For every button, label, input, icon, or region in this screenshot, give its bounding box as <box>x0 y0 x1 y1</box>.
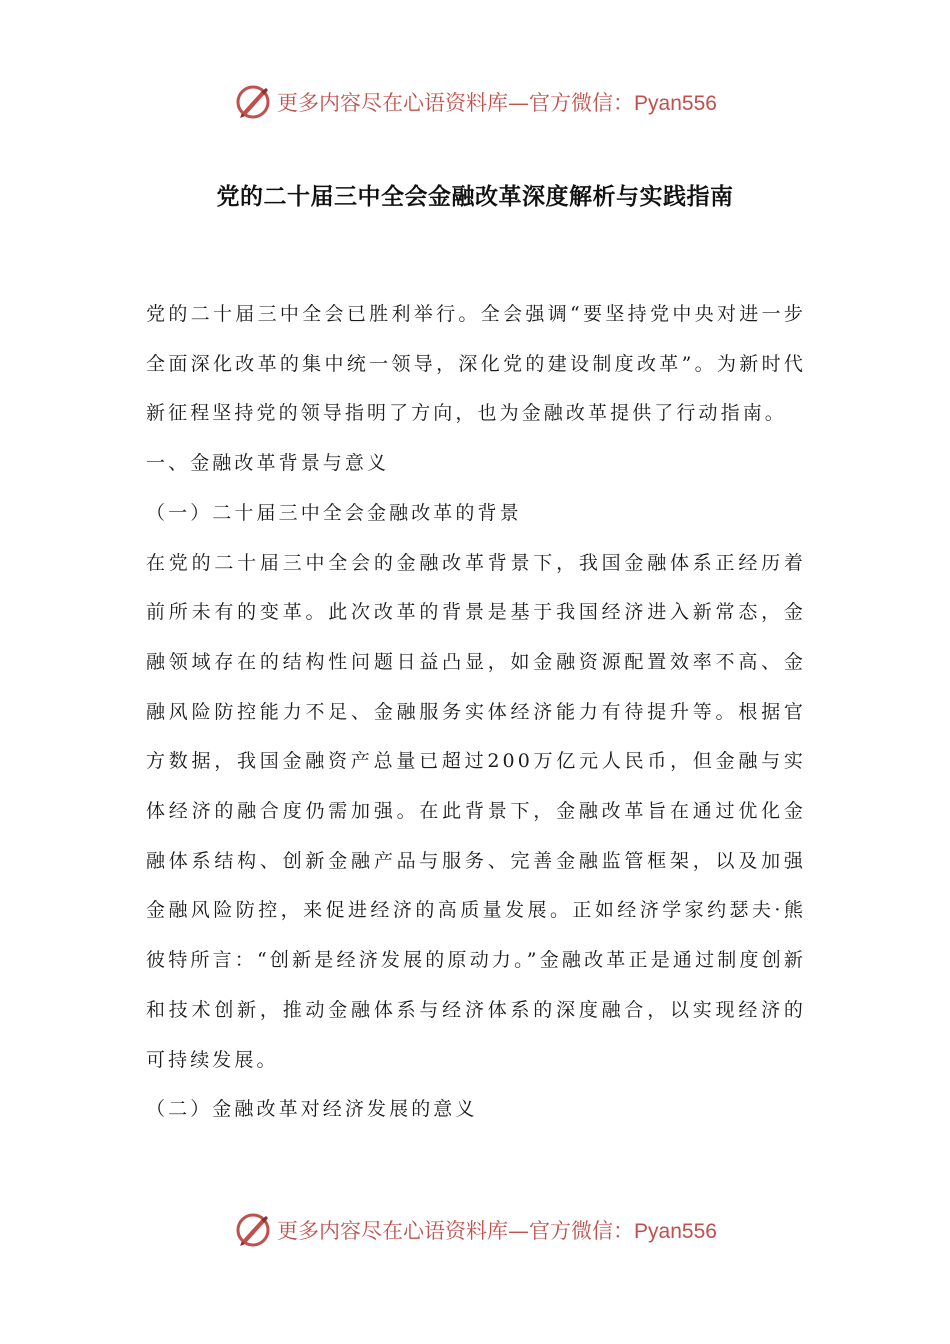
separator: — <box>508 1219 530 1243</box>
wechat-label: 官方微信： <box>529 91 635 115</box>
section-heading-1: 一、金融改革背景与意义 <box>146 452 390 475</box>
site-name: 更多内容尽在心语资料库 <box>277 1219 509 1243</box>
wechat-id: Pyan556 <box>634 92 717 115</box>
subsection-heading-2: （二）金融改革对经济发展的意义 <box>146 1098 478 1121</box>
footer-watermark-banner <box>0 1208 950 1252</box>
separator: — <box>508 91 530 115</box>
watermark-text <box>277 87 717 117</box>
wechat-id: Pyan556 <box>634 1220 717 1243</box>
pen-logo-icon <box>233 1210 273 1250</box>
site-name: 更多内容尽在心语资料库 <box>277 91 509 115</box>
document-body <box>146 290 806 1135</box>
document-title: 党的二十届三中全会金融改革深度解析与实践指南 <box>216 184 734 210</box>
subsection-heading-1: （一）二十届三中全会金融改革的背景 <box>146 501 522 524</box>
background-paragraph: 在党的二十届三中全会的金融改革背景下，我国金融体系正经历着前所未有的变革。此次改革的背景是基于我国经济进入新常态，金融领域存在的结构性问题日益凸显，如金融资源配置效率不高、金融风险防控能力不足、金融服务实体经济能力有待提升等。根据官方数据，我国金融资产总量已超过200万亿元人民币，但金融与实体经济的融合度仍需加强。在此背景下，金融改革旨在通过优化金融体系结构、创新金融产品与服务、完善金融监管框架，以及加强金融风险防控，来促进经济的高质量发展。正如经济学家约瑟夫·熊彼特所言：“创新是经济发展的原动力。”金融改革正是通过制度创新和技术创新，推动金融体系与经济体系的深度融合，以实现经济的可持续发展。 <box>146 551 806 1071</box>
pen-logo-icon <box>233 82 273 122</box>
header-watermark-banner <box>0 80 950 124</box>
intro-paragraph: 党的二十届三中全会已胜利举行。全会强调“要坚持党中央对进一步全面深化改革的集中统一领导，深化党的建设制度改革”。为新时代新征程坚持党的领导指明了方向，也为金融改革提供了行动指南。 <box>146 303 806 425</box>
wechat-label: 官方微信： <box>529 1219 635 1243</box>
watermark-text <box>277 1215 717 1245</box>
